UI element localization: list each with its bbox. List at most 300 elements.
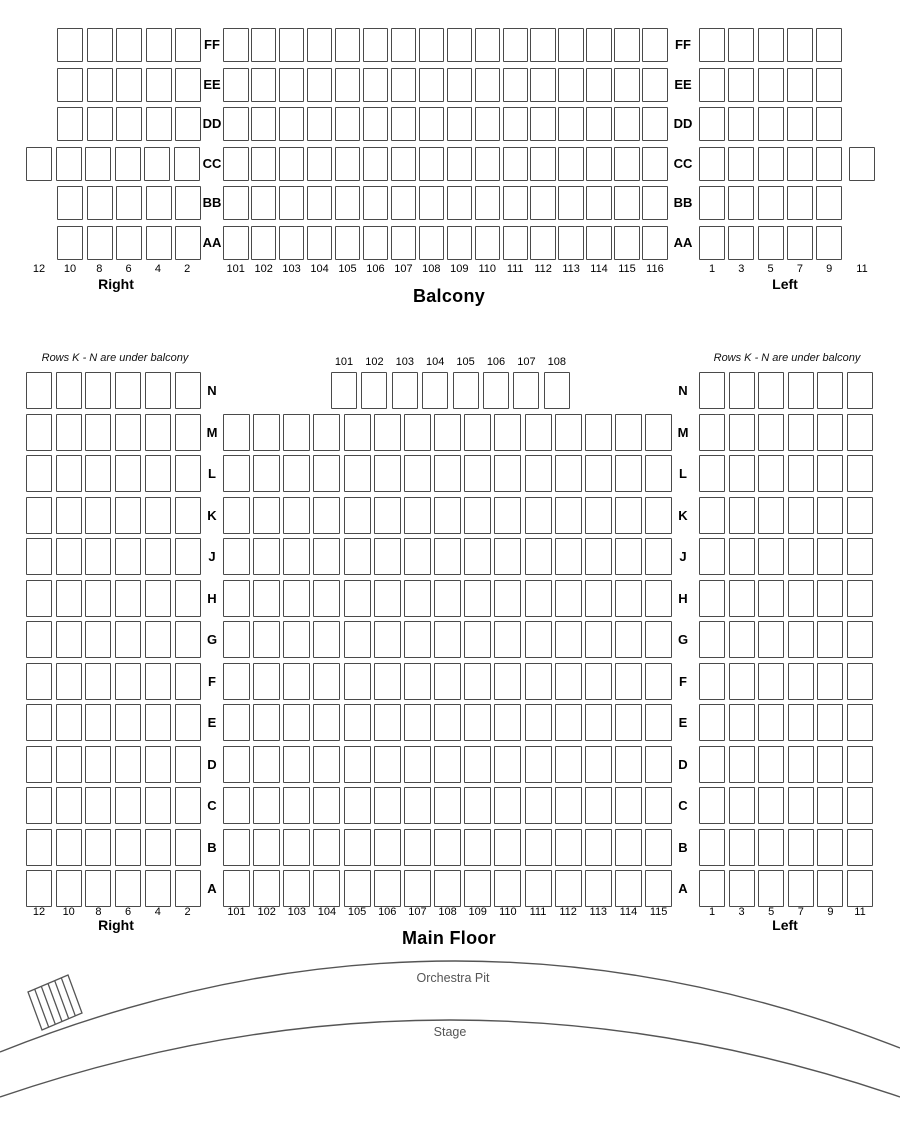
seat-main-center-row-J (434, 538, 461, 575)
seat-balcony-center-row-BB (586, 186, 612, 220)
seat-main-left-row-G (788, 621, 814, 658)
seat-main-center-row-G (585, 621, 612, 658)
seat-main-left-row-C (729, 787, 755, 824)
row-letter-label: B (678, 839, 688, 855)
seat-main-center-row-A (313, 870, 340, 907)
row-letter-label: EE (674, 76, 692, 92)
seat-main-left-row-H (817, 580, 843, 617)
row-letter-label: BB (202, 195, 222, 211)
row-letter-label: F (208, 673, 216, 689)
seat-main-right-row-H (85, 580, 111, 617)
seat-balcony-center-row-DD (530, 107, 556, 141)
seat-main-center-row-J (525, 538, 552, 575)
seat-main-center-row-H (555, 580, 582, 617)
seat-balcony-center-row-CC (642, 147, 668, 181)
seat-main-center-row-J (555, 538, 582, 575)
seat-number-label: 6 (125, 263, 132, 275)
seat-main-left-row-F (758, 663, 784, 700)
seat-main-right-row-A (56, 870, 82, 907)
seat-main-right-row-E (85, 704, 111, 741)
seat-main-right-row-A (175, 870, 201, 907)
seat-main-right-row-C (56, 787, 82, 824)
seat-main-left-row-N (817, 372, 843, 409)
seat-main-center-row-M (555, 414, 582, 451)
seat-balcony-center-row-BB (475, 186, 501, 220)
seat-balcony-right-row-CC (85, 147, 111, 181)
seat-main-center-row-G (464, 621, 491, 658)
seat-main-center-row-J (645, 538, 672, 575)
seat-main-right-row-H (56, 580, 82, 617)
seat-main-right-row-J (85, 538, 111, 575)
seat-main-center-row-M (283, 414, 310, 451)
seat-main-right-row-L (56, 455, 82, 492)
seat-balcony-left-row-CC (816, 147, 842, 181)
seat-main-right-row-K (56, 497, 82, 534)
seat-balcony-center-row-DD (307, 107, 333, 141)
seat-balcony-left-row-BB (728, 186, 754, 220)
seat-main-center-row-J (313, 538, 340, 575)
seat-main-center-row-F (525, 663, 552, 700)
seat-main-right-row-N (26, 372, 52, 409)
seat-main-center-row-M (313, 414, 340, 451)
seat-main-left-row-M (729, 414, 755, 451)
seat-number-label: 8 (95, 906, 102, 918)
seat-main-center-row-J (615, 538, 642, 575)
seat-balcony-right-row-EE (146, 68, 172, 102)
seat-main-center-row-E (555, 704, 582, 741)
seat-balcony-right-row-EE (87, 68, 113, 102)
seat-balcony-right-row-CC (144, 147, 170, 181)
seat-balcony-left-row-AA (699, 226, 725, 260)
row-letter-label: C (207, 798, 217, 813)
seat-main-center-row-H (283, 580, 310, 617)
seat-main-center-row-B (585, 829, 612, 866)
seat-number-label: 102 (254, 263, 273, 275)
seat-main-center-row-F (344, 663, 371, 700)
seat-balcony-center-row-EE (307, 68, 333, 102)
seat-main-right-row-N (145, 372, 171, 409)
seat-main-center-row-D (464, 746, 491, 783)
seat-main-center-row-N (453, 372, 479, 409)
seat-main-left-row-J (729, 538, 755, 575)
seat-main-center-row-L (374, 455, 401, 492)
seat-main-right-row-M (56, 414, 82, 451)
seat-main-left-row-D (847, 746, 873, 783)
seat-balcony-center-row-CC (530, 147, 556, 181)
seat-balcony-right-row-EE (116, 68, 142, 102)
seat-main-left-row-E (699, 704, 725, 741)
seat-main-right-row-D (85, 746, 111, 783)
seat-number-label: 11 (854, 906, 866, 918)
seat-balcony-center-row-CC (586, 147, 612, 181)
seat-main-right-row-N (56, 372, 82, 409)
seat-main-center-row-C (344, 787, 371, 824)
seat-main-center-row-K (555, 497, 582, 534)
seat-number-label: 9 (827, 906, 834, 918)
seat-main-center-row-A (585, 870, 612, 907)
seat-main-left-row-C (699, 787, 725, 824)
seat-balcony-right-row-DD (116, 107, 142, 141)
seat-number-label: 109 (468, 906, 487, 918)
seat-number-label: 2 (184, 263, 191, 275)
seat-main-center-row-A (525, 870, 552, 907)
seat-number-label: 113 (562, 263, 580, 275)
seat-number-label: 114 (619, 906, 638, 918)
seat-main-center-row-C (283, 787, 310, 824)
seat-balcony-center-row-EE (586, 68, 612, 102)
seat-balcony-center-row-FF (419, 28, 445, 62)
seat-main-center-row-K (283, 497, 310, 534)
seat-main-right-row-E (26, 704, 52, 741)
seat-balcony-right-row-CC (115, 147, 141, 181)
seat-main-right-row-M (145, 414, 171, 451)
seat-main-center-row-B (313, 829, 340, 866)
seat-main-center-row-M (344, 414, 371, 451)
seat-main-center-row-M (585, 414, 612, 451)
seat-main-center-row-H (525, 580, 552, 617)
seat-balcony-center-row-CC (363, 147, 389, 181)
seat-main-left-row-H (758, 580, 784, 617)
seat-main-center-row-H (313, 580, 340, 617)
seat-balcony-center-row-EE (363, 68, 389, 102)
seat-balcony-center-row-BB (558, 186, 584, 220)
seat-main-right-row-F (175, 663, 201, 700)
seat-main-left-row-H (729, 580, 755, 617)
seat-balcony-left-row-BB (699, 186, 725, 220)
seat-balcony-right-row-BB (116, 186, 142, 220)
seat-balcony-left-row-FF (699, 28, 725, 62)
row-letter-label: F (679, 673, 687, 689)
seat-main-center-row-G (645, 621, 672, 658)
seat-balcony-center-row-DD (586, 107, 612, 141)
seat-main-center-row-F (494, 663, 521, 700)
seat-number-label: 3 (738, 906, 745, 918)
seat-main-center-row-N (331, 372, 357, 409)
seat-main-center-row-E (434, 704, 461, 741)
seat-balcony-right-row-DD (57, 107, 83, 141)
seat-main-right-row-H (26, 580, 52, 617)
seat-balcony-center-row-EE (503, 68, 529, 102)
seat-main-center-row-B (525, 829, 552, 866)
seat-main-center-row-M (464, 414, 491, 451)
seat-balcony-left-row-EE (699, 68, 725, 102)
seat-balcony-center-row-EE (642, 68, 668, 102)
seat-main-center-row-H (615, 580, 642, 617)
seat-balcony-center-row-DD (363, 107, 389, 141)
seat-number-label: 107 (408, 906, 427, 918)
seat-balcony-center-row-DD (251, 107, 277, 141)
seat-balcony-center-row-AA (642, 226, 668, 260)
seat-number-label: 106 (486, 356, 506, 368)
seat-main-center-row-F (645, 663, 672, 700)
seat-number-label: 116 (646, 263, 664, 275)
row-letter-label: E (678, 715, 688, 730)
seat-balcony-center-row-AA (223, 226, 249, 260)
seat-main-right-row-J (26, 538, 52, 575)
seat-balcony-right-row-AA (57, 226, 83, 260)
seat-number-label: 104 (310, 263, 329, 275)
seat-number-label: 112 (559, 906, 577, 918)
seat-balcony-center-row-FF (279, 28, 305, 62)
seat-main-left-row-M (817, 414, 843, 451)
seat-balcony-center-row-FF (223, 28, 249, 62)
seat-balcony-left-row-CC (758, 147, 784, 181)
seat-main-left-row-B (729, 829, 755, 866)
seat-main-center-row-H (494, 580, 521, 617)
seat-number-label: 101 (334, 356, 354, 368)
seat-main-center-row-E (585, 704, 612, 741)
row-letter-label: D (678, 756, 688, 772)
seat-balcony-left-row-AA (787, 226, 813, 260)
seat-main-center-row-F (464, 663, 491, 700)
seat-main-center-row-J (283, 538, 310, 575)
seat-main-right-row-D (175, 746, 201, 783)
seat-main-center-row-C (313, 787, 340, 824)
seat-number-label: 11 (856, 263, 868, 275)
seat-main-center-row-J (464, 538, 491, 575)
main-floor-house-left-label: Left (772, 917, 798, 933)
seat-balcony-center-row-BB (251, 186, 277, 220)
seat-main-right-row-C (85, 787, 111, 824)
seat-main-right-row-A (26, 870, 52, 907)
seat-main-center-row-G (404, 621, 431, 658)
seat-main-center-row-M (253, 414, 280, 451)
seat-balcony-center-row-DD (642, 107, 668, 141)
seat-main-left-row-L (847, 455, 873, 492)
seat-main-center-row-K (374, 497, 401, 534)
seat-main-right-row-C (175, 787, 201, 824)
seat-main-left-row-E (847, 704, 873, 741)
seat-main-center-row-K (223, 497, 250, 534)
seat-balcony-center-row-FF (642, 28, 668, 62)
seat-main-center-row-D (223, 746, 250, 783)
seat-main-left-row-A (758, 870, 784, 907)
seat-main-right-row-K (26, 497, 52, 534)
seat-balcony-left-row-EE (758, 68, 784, 102)
seat-main-center-row-F (555, 663, 582, 700)
seat-main-left-row-F (699, 663, 725, 700)
main-floor-section-title: Main Floor (402, 928, 496, 948)
seat-number-label: 5 (767, 263, 774, 275)
seat-balcony-left-row-DD (816, 107, 842, 141)
seat-main-center-row-B (344, 829, 371, 866)
seat-main-left-row-A (817, 870, 843, 907)
seat-main-center-row-G (283, 621, 310, 658)
seat-balcony-right-row-FF (146, 28, 172, 62)
seat-main-right-row-L (175, 455, 201, 492)
seat-number-label: 106 (378, 906, 397, 918)
seat-main-center-row-N (513, 372, 539, 409)
seat-balcony-right-row-AA (116, 226, 142, 260)
row-letter-label: H (207, 590, 217, 606)
seat-main-center-row-M (525, 414, 552, 451)
seat-balcony-center-row-BB (391, 186, 417, 220)
seat-main-left-row-L (758, 455, 784, 492)
seat-balcony-center-row-BB (223, 186, 249, 220)
seat-balcony-center-row-DD (391, 107, 417, 141)
seat-main-right-row-J (56, 538, 82, 575)
seat-main-center-row-E (253, 704, 280, 741)
seat-main-left-row-C (847, 787, 873, 824)
seat-main-left-row-G (758, 621, 784, 658)
row-letter-label: A (678, 881, 688, 896)
seat-main-right-row-M (26, 414, 52, 451)
seat-main-right-row-B (26, 829, 52, 866)
seat-main-left-row-E (729, 704, 755, 741)
seat-main-center-row-L (615, 455, 642, 492)
seat-main-center-row-E (374, 704, 401, 741)
seat-main-center-row-A (615, 870, 642, 907)
row-letter-label: AA (673, 235, 693, 250)
seat-balcony-center-row-AA (614, 226, 640, 260)
seat-number-label: 12 (32, 263, 46, 275)
balcony-house-right-label: Right (98, 276, 134, 292)
seat-number-label: 105 (338, 263, 357, 275)
seat-balcony-right-row-BB (175, 186, 201, 220)
seat-main-center-row-F (615, 663, 642, 700)
seat-main-right-row-G (26, 621, 52, 658)
seat-main-left-row-J (788, 538, 814, 575)
seat-main-right-row-B (175, 829, 201, 866)
seat-main-center-row-F (253, 663, 280, 700)
seat-main-center-row-D (374, 746, 401, 783)
seat-balcony-center-row-BB (363, 186, 389, 220)
seat-main-center-row-J (494, 538, 521, 575)
seat-number-label: 110 (478, 263, 497, 275)
seat-number-label: 107 (517, 356, 536, 368)
row-letter-label: K (207, 507, 217, 523)
seat-main-right-row-N (115, 372, 141, 409)
row-letter-label: DD (673, 116, 693, 132)
seat-balcony-center-row-AA (558, 226, 584, 260)
seat-balcony-right-row-AA (87, 226, 113, 260)
seat-balcony-center-row-AA (475, 226, 501, 260)
seat-balcony-center-row-CC (558, 147, 584, 181)
seat-main-right-row-D (115, 746, 141, 783)
seat-number-label: 105 (347, 906, 367, 918)
seat-main-center-row-B (223, 829, 250, 866)
seat-balcony-center-row-EE (614, 68, 640, 102)
seat-balcony-right-row-FF (87, 28, 113, 62)
seat-main-center-row-E (313, 704, 340, 741)
seat-balcony-left-row-DD (758, 107, 784, 141)
row-letter-label: A (207, 881, 217, 896)
seat-main-center-row-D (494, 746, 521, 783)
seat-main-center-row-A (374, 870, 401, 907)
seat-number-label: 103 (282, 263, 301, 275)
seat-balcony-center-row-FF (335, 28, 361, 62)
seat-main-left-row-F (788, 663, 814, 700)
seat-balcony-right-row-FF (57, 28, 83, 62)
seat-number-label: 7 (797, 906, 804, 918)
seat-main-right-row-L (26, 455, 52, 492)
seat-main-center-row-E (615, 704, 642, 741)
under-balcony-note-left: Rows K - N are under balcony (41, 352, 189, 364)
seat-main-center-row-F (283, 663, 310, 700)
seat-balcony-left-row-FF (728, 28, 754, 62)
seat-balcony-left-row-EE (787, 68, 813, 102)
seat-main-right-row-D (56, 746, 82, 783)
seat-main-center-row-M (374, 414, 401, 451)
seat-main-right-row-J (115, 538, 141, 575)
seat-main-center-row-C (374, 787, 401, 824)
row-letter-label: M (206, 424, 218, 440)
seat-main-center-row-D (434, 746, 461, 783)
seat-main-center-row-K (253, 497, 280, 534)
seat-main-center-row-D (555, 746, 582, 783)
seat-balcony-center-row-AA (503, 226, 529, 260)
row-letter-label: E (207, 715, 217, 730)
seat-main-left-row-K (729, 497, 755, 534)
seat-main-center-row-N (422, 372, 448, 409)
seat-main-right-row-H (175, 580, 201, 617)
seat-balcony-center-row-FF (530, 28, 556, 62)
seat-main-center-row-J (374, 538, 401, 575)
seat-balcony-center-row-CC (503, 147, 529, 181)
seat-main-center-row-F (404, 663, 431, 700)
seat-main-center-row-D (615, 746, 642, 783)
row-letter-label: L (208, 466, 216, 481)
seat-balcony-center-row-AA (447, 226, 473, 260)
seat-balcony-right-row-DD (87, 107, 113, 141)
seat-main-left-row-F (847, 663, 873, 700)
seat-number-label: 115 (618, 263, 636, 275)
seat-main-right-row-K (115, 497, 141, 534)
seat-main-center-row-E (645, 704, 672, 741)
seat-main-center-row-G (525, 621, 552, 658)
seat-main-center-row-K (344, 497, 371, 534)
seat-main-center-row-L (313, 455, 340, 492)
seat-balcony-center-row-EE (335, 68, 361, 102)
seat-balcony-right-row-CC (56, 147, 82, 181)
seat-balcony-center-row-EE (558, 68, 584, 102)
seat-main-center-row-A (494, 870, 521, 907)
seat-balcony-left-row-EE (728, 68, 754, 102)
seat-balcony-left-row-CC (849, 147, 875, 181)
seat-balcony-left-row-DD (699, 107, 725, 141)
seat-main-left-row-J (699, 538, 725, 575)
seat-main-right-row-K (145, 497, 171, 534)
seat-main-right-row-N (175, 372, 201, 409)
seat-number-label: 6 (125, 906, 132, 918)
seat-main-left-row-L (788, 455, 814, 492)
seat-main-center-row-L (555, 455, 582, 492)
seat-balcony-left-row-CC (699, 147, 725, 181)
seat-balcony-center-row-EE (447, 68, 473, 102)
seat-main-left-row-B (699, 829, 725, 866)
seat-balcony-left-row-CC (787, 147, 813, 181)
seat-main-left-row-G (817, 621, 843, 658)
seat-balcony-left-row-CC (728, 147, 754, 181)
seat-main-left-row-K (758, 497, 784, 534)
seat-main-center-row-B (253, 829, 280, 866)
seat-main-center-row-B (494, 829, 521, 866)
seat-number-label: 2 (184, 906, 191, 918)
seat-main-center-row-B (464, 829, 491, 866)
seat-main-center-row-H (645, 580, 672, 617)
row-letter-label: C (678, 798, 688, 813)
seat-number-label: 108 (547, 356, 566, 368)
seat-balcony-center-row-DD (419, 107, 445, 141)
seat-main-center-row-C (615, 787, 642, 824)
seat-main-left-row-D (758, 746, 784, 783)
seat-balcony-center-row-AA (279, 226, 305, 260)
seat-balcony-center-row-AA (419, 226, 445, 260)
row-letter-label: N (678, 383, 688, 398)
seat-main-left-row-M (758, 414, 784, 451)
row-letter-label: FF (204, 37, 220, 52)
seat-balcony-right-row-CC (26, 147, 52, 181)
